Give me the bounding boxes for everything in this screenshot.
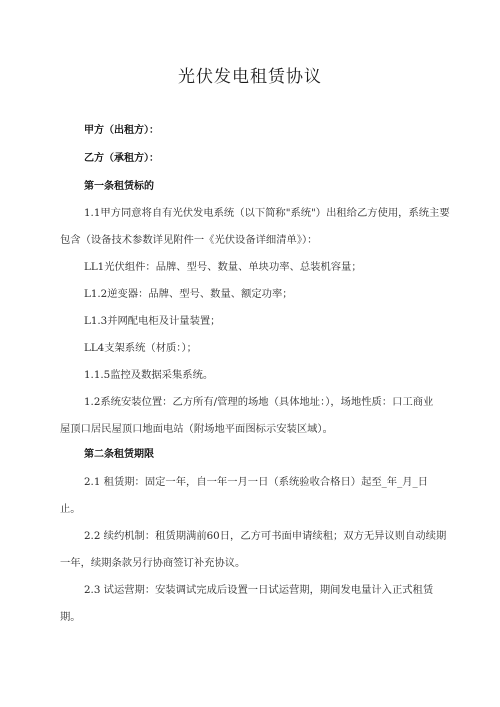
section1-p2-line1: 1.2系统安装位置：乙方所有/管理的场地（具体地址：），场地性质：口工商业 <box>84 396 434 408</box>
section2-p1-line2: 止。 <box>60 503 81 515</box>
section1-item4: LL4支架系统（材质：）； <box>84 342 197 354</box>
section1-p1-line1: 1.1甲方同意将自有光伏发电系统（以下简称"系统"）出租给乙方使用，系统主要 <box>84 207 450 219</box>
section1-heading: 第一条租赁标的 <box>84 181 154 192</box>
section1-p1-line2: 包含（设备技术参数详见附件一《光伏设备详细清单》）： <box>60 234 318 246</box>
section2-p2-line2: 一年，续期条款另行协商签订补充协议。 <box>60 557 246 569</box>
section1-item3: L1.3并网配电柜及计量装置； <box>84 315 221 327</box>
section1-item2: L1.2逆变器：品牌、型号、数量、额定功率； <box>84 288 293 300</box>
section1-p2-line2: 屋顶口居民屋顶口地面电站（附场地平面图标示安装区域）。 <box>60 423 333 435</box>
section2-p2-line1: 2.2 续约机制：租赁期满前60日，乙方可书面申请续租；双方无异议则自动续期 <box>84 530 447 542</box>
party-b-label: 乙方（承租方）： <box>84 153 159 164</box>
section1-item5: 1.1.5监控及数据采集系统。 <box>84 369 214 381</box>
party-a-label: 甲方（出租方）： <box>84 125 159 136</box>
section2-p1-line1: 2.1 租赁期：固定一年，自一年一月一日（系统验收合格日）起至_年_月_日 <box>84 476 428 488</box>
section2-heading: 第二条租赁期限 <box>84 449 154 460</box>
section2-p3-line1: 2.3 试运营期：安装调试完成后设置一日试运营期，期间发电量计入正式租赁 <box>84 584 434 596</box>
document-title: 光伏发电租赁协议 <box>178 67 322 87</box>
section1-item1: LL1光伏组件：品牌、型号、数量、单块功率、总装机容量； <box>84 261 362 273</box>
section2-p3-line2: 期。 <box>60 611 81 623</box>
